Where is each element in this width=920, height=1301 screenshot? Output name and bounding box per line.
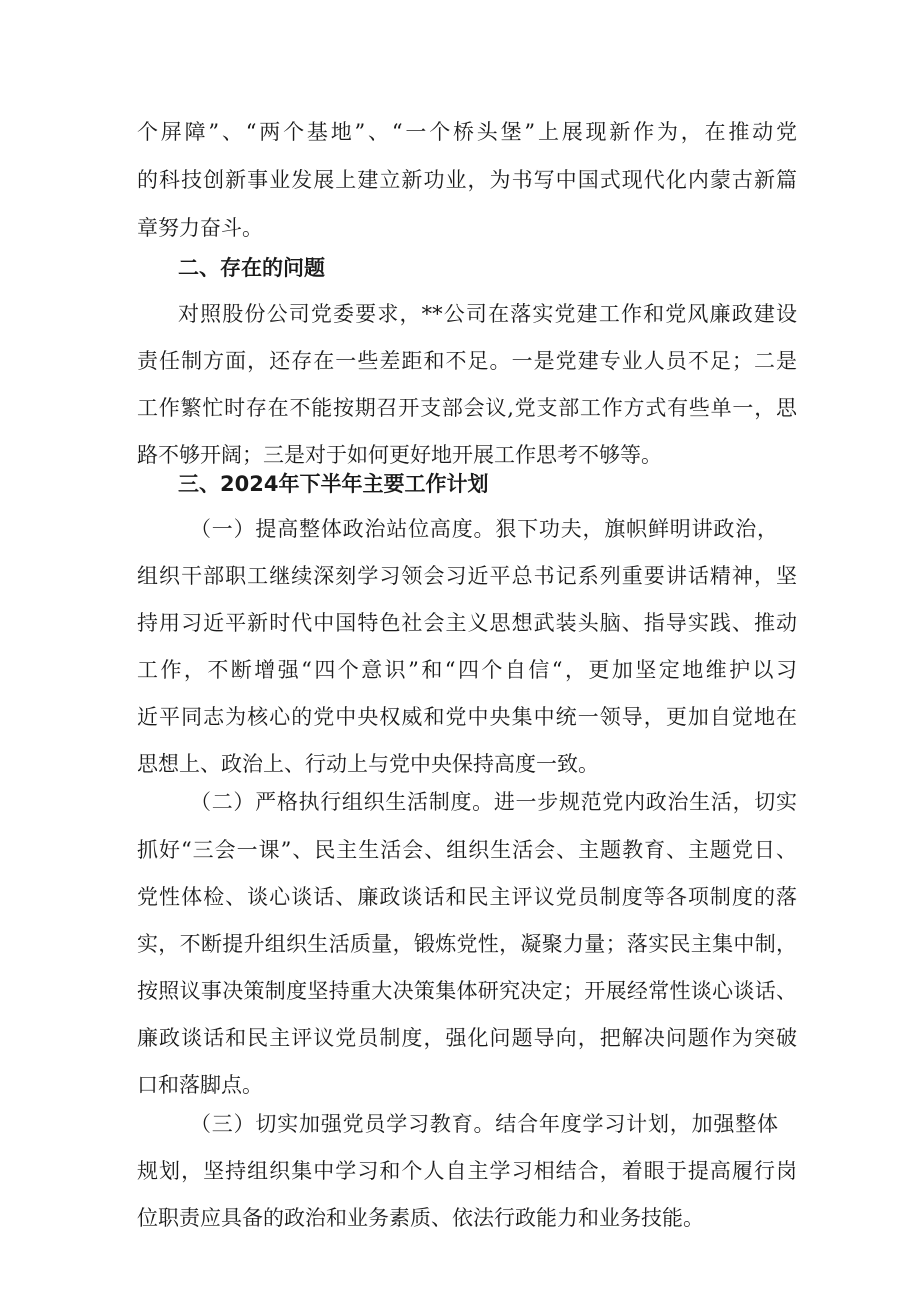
plan-item-3-line-3: 位职责应具备的政治和业务素质、依法行政能力和业务技能。 (137, 1206, 704, 1230)
plan-item-1-line-4: 工作，不断增强“四个意识”和“四个自信“，更加坚定地维护以习 (137, 658, 797, 682)
continuation-line-3: 章努力奋斗。 (137, 216, 263, 240)
plan-item-1-line-3: 持用习近平新时代中国特色社会主义思想武装头脑、指导实践、推动 (137, 611, 797, 635)
continuation-line-1: 个屏障”、“两个基地”、“一个桥头堡”上展现新作为，在推动党 (137, 120, 797, 144)
section-heading-work-plan: 三、2024年下半年主要工作计划 (178, 472, 489, 496)
plan-item-1-line-2: 组织干部职工继续深刻学习领会习近平总书记系列重要讲话精神，坚 (137, 564, 797, 588)
plan-item-2-line-6: 廉政谈话和民主评议党员制度，强化问题导向，把解决问题作为突破 (137, 1026, 797, 1050)
problems-line-1: 对照股份公司党委要求，**公司在落实党建工作和党风廉政建设 (178, 302, 797, 326)
plan-item-1-line-1: （一）提高整体政治站位高度。狠下功夫，旗帜鲜明讲政治， (190, 517, 778, 541)
plan-item-2-line-7: 口和落脚点。 (137, 1073, 263, 1097)
section-heading-problems: 二、存在的问题 (178, 256, 325, 280)
plan-item-1-line-6: 思想上、政治上、行动上与党中央保持高度一致。 (137, 752, 599, 776)
problems-line-3: 工作繁忙时存在不能按期召开支部会议,党支部工作方式有些单一，思 (137, 396, 797, 420)
plan-item-2-line-2: 抓好“三会一课”、民主生活会、组织生活会、主题教育、主题党日、 (137, 838, 797, 862)
plan-item-2-line-3: 党性体检、谈心谈话、廉政谈话和民主评议党员制度等各项制度的落 (137, 885, 797, 909)
plan-item-3-line-2: 规划，坚持组织集中学习和个人自主学习相结合，着眼于提高履行岗 (137, 1159, 797, 1183)
plan-item-3-line-1: （三）切实加强党员学习教育。结合年度学习计划，加强整体 (190, 1112, 778, 1136)
plan-item-2-line-5: 按照议事决策制度坚持重大决策集体研究决定；开展经常性谈心谈话、 (137, 979, 797, 1003)
plan-item-2-line-4: 实，不断提升组织生活质量，锻炼党性，凝聚力量；落实民主集中制， (137, 932, 797, 956)
plan-item-2-line-1: （二）严格执行组织生活制度。进一步规范党内政治生活，切实 (190, 790, 797, 814)
continuation-line-2: 的科技创新事业发展上建立新功业，为书写中国式现代化内蒙古新篇 (137, 168, 797, 192)
problems-line-4: 路不够开阔；三是对于如何更好地开展工作思考不够等。 (137, 443, 662, 467)
problems-line-2: 责任制方面，还存在一些差距和不足。一是党建专业人员不足；二是 (137, 349, 797, 373)
plan-item-1-line-5: 近平同志为核心的党中央权威和党中央集中统一领导，更加自觉地在 (137, 705, 797, 729)
